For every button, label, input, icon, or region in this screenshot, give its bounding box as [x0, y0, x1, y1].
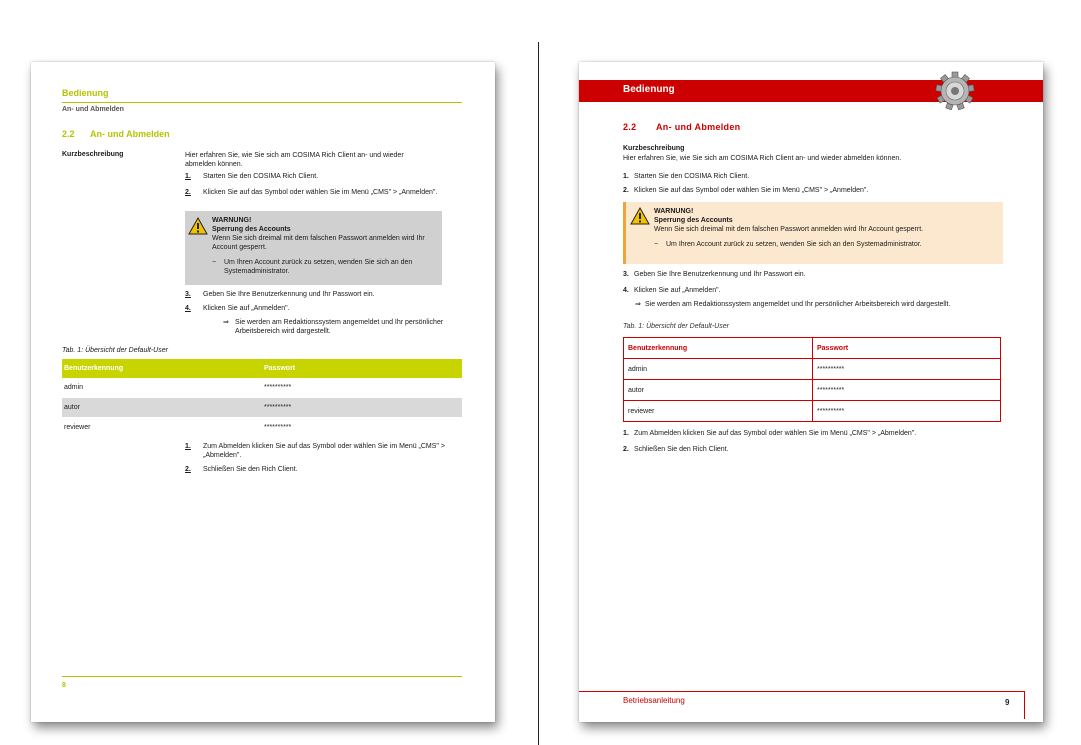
result-arrow-icon: ⇒ [635, 301, 641, 308]
page-header: Bedienung [623, 84, 675, 95]
after-step-1 [623, 429, 916, 438]
warning-subtitle: Sperrung des Accounts [654, 217, 733, 224]
step-number: 1. [185, 443, 191, 450]
step-1 [623, 172, 749, 181]
gear-icon [931, 70, 979, 110]
step-number: 2. [623, 446, 629, 453]
warning-bullet: Um Ihren Account zurück zu setzen, wenden Sie sich an den Systemadministrator. [224, 259, 413, 275]
warning-box [623, 202, 1003, 264]
table-cell-user: admin [64, 384, 84, 391]
table-cell-password: ********** [813, 401, 1001, 422]
footer-rule [62, 676, 462, 677]
step-4 [185, 304, 290, 313]
step-text: Klicken Sie auf „Anmelden". [634, 287, 721, 294]
warning-title: WARNUNG! [212, 217, 252, 224]
step-text: Klicken Sie auf „Anmelden". [203, 305, 290, 312]
step-number: 1. [185, 173, 191, 180]
table-cell-password: ********** [264, 424, 292, 431]
step-number: 4. [185, 305, 191, 312]
step-text: Klicken Sie auf das Symbol oder wählen Sie im Menü „CMS" > „Anmelden". [203, 189, 438, 196]
step-number: 1. [623, 173, 629, 180]
step-2 [623, 186, 868, 195]
table-cell-user: admin [624, 359, 813, 380]
table-cell-user: reviewer [624, 401, 813, 422]
table-caption: Tab. 1: Übersicht der Default-User [623, 323, 729, 330]
page-number: 9 [1005, 698, 1010, 707]
after-step-2 [185, 465, 298, 474]
default-user-table [623, 337, 1001, 422]
result-text: Sie werden am Redaktionssystem angemeldet und Ihr persönlicher Arbeitsbereich wird dargestellt. [235, 319, 444, 335]
result-arrow-icon: ⇒ [223, 319, 229, 326]
after-step-1 [185, 442, 458, 460]
table-header [62, 359, 462, 378]
step-3 [185, 290, 375, 299]
table-cell-password: ********** [813, 380, 1001, 401]
step-text: Starten Sie den COSIMA Rich Client. [634, 173, 750, 180]
step-4 [623, 286, 721, 295]
table-row [62, 418, 462, 437]
table-cell-password: ********** [264, 384, 292, 391]
table-row [624, 359, 1001, 380]
kurzbeschreibung-label: Kurzbeschreibung [623, 145, 685, 152]
step-number: 2. [623, 187, 629, 194]
page-header: Bedienung [62, 88, 109, 98]
section-title [623, 122, 740, 132]
table-row [624, 380, 1001, 401]
section-number: 2.2 [623, 122, 637, 132]
warning-bullet-dash: − [212, 259, 217, 266]
warning-icon [188, 217, 208, 235]
left-page [31, 62, 495, 722]
warning-bullet-dash: − [654, 241, 659, 248]
intro-text: Hier erfahren Sie, wie Sie sich am COSIMA Rich Client an- und wieder abmelden können. [185, 152, 404, 168]
step-number: 3. [185, 291, 191, 298]
section-title-text: An- und Abmelden [90, 129, 170, 139]
step-number: 2. [185, 466, 191, 473]
header-rule [62, 102, 462, 103]
step-number: 2. [185, 189, 191, 196]
table-row [62, 398, 462, 417]
table-row [624, 401, 1001, 422]
footer-vertical-rule [1024, 691, 1025, 719]
page-subheader: An- und Abmelden [62, 106, 124, 113]
step-text: Geben Sie Ihre Benutzerkennung und Ihr Passwort ein. [634, 271, 806, 278]
step-3 [623, 270, 806, 279]
step-text: Geben Sie Ihre Benutzerkennung und Ihr Passwort ein. [203, 291, 375, 298]
step-text: Starten Sie den COSIMA Rich Client. [203, 173, 319, 180]
step-text: Klicken Sie auf das Symbol oder wählen Sie im Menü „CMS" > „Anmelden". [634, 187, 869, 194]
table-cell-user: autor [64, 404, 80, 411]
table-header [624, 338, 1001, 359]
warning-title: WARNUNG! [654, 208, 694, 215]
page-number: 8 [62, 682, 66, 689]
table-cell-user: autor [624, 380, 813, 401]
table-cell-user: reviewer [64, 424, 91, 431]
warning-text: Wenn Sie sich dreimal mit dem falschen Passwort anmelden wird Ihr Account gesperrt. [654, 226, 924, 233]
step-2 [185, 188, 438, 197]
step-1 [185, 172, 318, 181]
warning-box [185, 211, 442, 285]
step-text: Schließen Sie den Rich Client. [634, 446, 729, 453]
intro-text: Hier erfahren Sie, wie Sie sich am COSIMA Rich Client an- und wieder abmelden können. [623, 155, 902, 162]
step-number: 1. [623, 430, 629, 437]
table-row [62, 378, 462, 397]
warning-icon [630, 207, 650, 225]
warning-subtitle: Sperrung des Accounts [212, 226, 291, 233]
kurzbeschreibung-label: Kurzbeschreibung [62, 151, 124, 158]
right-page [579, 62, 1043, 722]
footer-rule [579, 691, 1025, 692]
step-text: Schließen Sie den Rich Client. [203, 466, 298, 473]
table-cell-password: ********** [264, 404, 292, 411]
table-header-user: Benutzerkennung [64, 365, 124, 372]
table-header-password: Passwort [264, 365, 296, 372]
section-title-text: An- und Abmelden [656, 122, 741, 132]
result-text: Sie werden am Redaktionssystem angemeldet und Ihr persönlicher Arbeitsbereich wird dargestellt. [645, 301, 951, 308]
after-step-2 [623, 445, 729, 454]
footer-text: Betriebsanleitung [623, 696, 685, 705]
table-cell-password: ********** [813, 359, 1001, 380]
table-header-user: Benutzerkennung [624, 338, 813, 359]
step-number: 4. [623, 287, 629, 294]
section-number: 2.2 [62, 129, 75, 139]
section-title [62, 129, 170, 139]
step-text: Zum Abmelden klicken Sie auf das Symbol oder wählen Sie im Menü „CMS" > „Abmelden". [634, 430, 917, 437]
table-header-password: Passwort [813, 338, 1001, 359]
page-divider [538, 42, 539, 745]
step-text: Zum Abmelden klicken Sie auf das Symbol oder wählen Sie im Menü „CMS" > „Abmelden". [203, 443, 445, 459]
warning-bullet: Um Ihren Account zurück zu setzen, wenden Sie sich an den Systemadministrator. [666, 241, 922, 248]
warning-text: Wenn Sie sich dreimal mit dem falschen Passwort anmelden wird Ihr Account gesperrt. [212, 235, 425, 251]
step-number: 3. [623, 271, 629, 278]
table-caption: Tab. 1: Übersicht der Default-User [62, 347, 168, 354]
